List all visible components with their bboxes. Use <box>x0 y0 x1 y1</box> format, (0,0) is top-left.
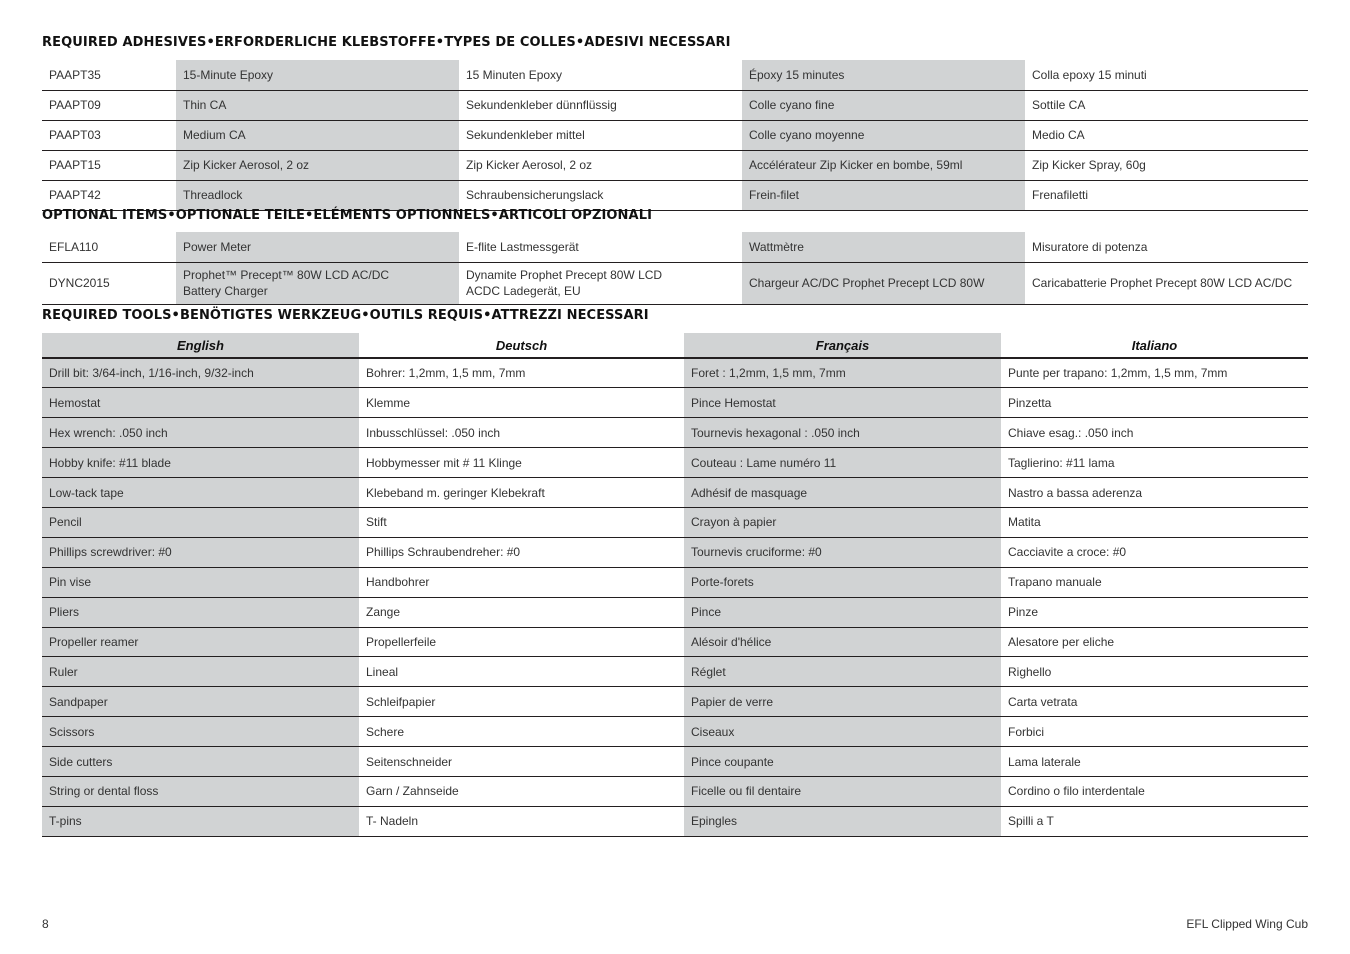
table-row <box>42 358 1308 388</box>
table-cell: Dynamite Prophet Precept 80W LCD ACDC Ladegerät, EU <box>459 262 742 304</box>
column-header: Français <box>684 333 1001 358</box>
table-cell: PAAPT03 <box>42 120 176 150</box>
table-cell: Prophet™ Precept™ 80W LCD AC/DC Battery Charger <box>176 262 459 304</box>
table-cell: Sekundenkleber mittel <box>459 120 742 150</box>
table-row <box>42 478 1308 508</box>
tools-section-title: REQUIRED TOOLS•BENÖTIGTES WERKZEUG•OUTILS REQUIS•ATTREZZI NECESSARI <box>42 308 649 323</box>
table-cell: Low-tack tape <box>42 478 359 508</box>
table-cell: Schleifpapier <box>359 687 684 717</box>
tools-table-body <box>42 358 1308 836</box>
table-row <box>42 232 1308 262</box>
footer-product-name: EFL Clipped Wing Cub <box>1186 917 1308 931</box>
table-cell: Adhésif de masquage <box>684 478 1001 508</box>
table-cell: Alesatore per eliche <box>1001 627 1308 657</box>
table-cell: Caricabatterie Prophet Precept 80W LCD AC/DC <box>1025 262 1308 304</box>
optional-items-table-body <box>42 232 1308 304</box>
table-cell: Zip Kicker Spray, 60g <box>1025 150 1308 180</box>
table-cell: Schraubensicherungslack <box>459 180 742 210</box>
table-cell: Spilli a T <box>1001 806 1308 836</box>
table-cell: Lineal <box>359 657 684 687</box>
column-header: Italiano <box>1001 333 1308 358</box>
table-cell: Frein-filet <box>742 180 1025 210</box>
optional-section-title: OPTIONAL ITEMS•OPTIONALE TEILE•ELÉMENTS OPTIONNELS•ARTICOLI OPZIONALI <box>42 208 653 223</box>
table-row <box>42 60 1308 90</box>
table-row <box>42 537 1308 567</box>
table-row <box>42 806 1308 836</box>
table-cell: Stift <box>359 507 684 537</box>
table-cell: Klebeband m. geringer Klebekraft <box>359 478 684 508</box>
table-cell: Hobbymesser mit # 11 Klinge <box>359 448 684 478</box>
table-cell: 15 Minuten Epoxy <box>459 60 742 90</box>
table-cell: Lama laterale <box>1001 747 1308 777</box>
table-cell: Pencil <box>42 507 359 537</box>
table-cell: Inbusschlüssel: .050 inch <box>359 418 684 448</box>
table-cell: Cordino o filo interdentale <box>1001 776 1308 806</box>
table-cell: EFLA110 <box>42 232 176 262</box>
table-cell: Sottile CA <box>1025 90 1308 120</box>
table-cell: Réglet <box>684 657 1001 687</box>
table-cell: Phillips screwdriver: #0 <box>42 537 359 567</box>
table-cell: Nastro a bassa aderenza <box>1001 478 1308 508</box>
table-cell: Forbici <box>1001 717 1308 747</box>
table-cell: Thin CA <box>176 90 459 120</box>
table-cell: Propellerfeile <box>359 627 684 657</box>
table-cell: Pliers <box>42 597 359 627</box>
table-cell: Medio CA <box>1025 120 1308 150</box>
table-cell: Zip Kicker Aerosol, 2 oz <box>176 150 459 180</box>
table-cell: Garn / Zahnseide <box>359 776 684 806</box>
table-cell: Ciseaux <box>684 717 1001 747</box>
table-cell: Couteau : Lame numéro 11 <box>684 448 1001 478</box>
table-cell: Taglierino: #11 lama <box>1001 448 1308 478</box>
table-row <box>42 180 1308 210</box>
table-cell: Power Meter <box>176 232 459 262</box>
table-cell: Pinzetta <box>1001 388 1308 418</box>
manual-page <box>42 0 1308 954</box>
table-row <box>42 717 1308 747</box>
table-cell: Wattmètre <box>742 232 1025 262</box>
table-cell: Pince <box>684 597 1001 627</box>
optional-items-table <box>42 232 1308 305</box>
table-cell: Pince coupante <box>684 747 1001 777</box>
table-cell: Carta vetrata <box>1001 687 1308 717</box>
adhesives-table-body <box>42 60 1308 210</box>
tools-table <box>42 333 1308 837</box>
table-cell: 15-Minute Epoxy <box>176 60 459 90</box>
table-cell: Righello <box>1001 657 1308 687</box>
table-cell: Propeller reamer <box>42 627 359 657</box>
table-cell: Alésoir d'hélice <box>684 627 1001 657</box>
table-cell: DYNC2015 <box>42 262 176 304</box>
table-row <box>42 90 1308 120</box>
table-cell: Colle cyano moyenne <box>742 120 1025 150</box>
table-cell: Accélérateur Zip Kicker en bombe, 59ml <box>742 150 1025 180</box>
adhesives-section-title: REQUIRED ADHESIVES•ERFORDERLICHE KLEBSTOFFE•TYPES DE COLLES•ADESIVI NECESSARI <box>42 35 731 50</box>
table-row <box>42 687 1308 717</box>
table-cell: Foret : 1,2mm, 1,5 mm, 7mm <box>684 358 1001 388</box>
table-row <box>42 262 1308 304</box>
table-cell: Époxy 15 minutes <box>742 60 1025 90</box>
table-cell: Pin vise <box>42 567 359 597</box>
table-cell: Crayon à papier <box>684 507 1001 537</box>
table-cell: Handbohrer <box>359 567 684 597</box>
table-cell: Sekundenkleber dünnflüssig <box>459 90 742 120</box>
table-cell: Hobby knife: #11 blade <box>42 448 359 478</box>
table-cell: PAAPT15 <box>42 150 176 180</box>
table-cell: Klemme <box>359 388 684 418</box>
table-cell: Porte-forets <box>684 567 1001 597</box>
table-row <box>42 120 1308 150</box>
table-cell: PAAPT42 <box>42 180 176 210</box>
table-cell: PAAPT09 <box>42 90 176 120</box>
table-cell: Hex wrench: .050 inch <box>42 418 359 448</box>
table-cell: Colle cyano fine <box>742 90 1025 120</box>
table-cell: Drill bit: 3/64-inch, 1/16-inch, 9/32-inch <box>42 358 359 388</box>
table-cell: Pince Hemostat <box>684 388 1001 418</box>
table-row <box>42 747 1308 777</box>
page-number: 8 <box>42 917 49 931</box>
table-cell: T-pins <box>42 806 359 836</box>
table-row <box>42 448 1308 478</box>
tools-table-header-row <box>42 333 1308 358</box>
table-cell: Punte per trapano: 1,2mm, 1,5 mm, 7mm <box>1001 358 1308 388</box>
table-cell: Tournevis cruciforme: #0 <box>684 537 1001 567</box>
table-cell: Misuratore di potenza <box>1025 232 1308 262</box>
table-cell: Papier de verre <box>684 687 1001 717</box>
table-cell: Chiave esag.: .050 inch <box>1001 418 1308 448</box>
table-cell: PAAPT35 <box>42 60 176 90</box>
table-row <box>42 597 1308 627</box>
table-cell: Phillips Schraubendreher: #0 <box>359 537 684 567</box>
table-row <box>42 150 1308 180</box>
table-row <box>42 627 1308 657</box>
table-cell: Matita <box>1001 507 1308 537</box>
table-cell: Seitenschneider <box>359 747 684 777</box>
table-row <box>42 776 1308 806</box>
table-cell: Ruler <box>42 657 359 687</box>
table-cell: Colla epoxy 15 minuti <box>1025 60 1308 90</box>
table-cell: Cacciavite a croce: #0 <box>1001 537 1308 567</box>
table-cell: Sandpaper <box>42 687 359 717</box>
table-cell: Trapano manuale <box>1001 567 1308 597</box>
table-cell: T- Nadeln <box>359 806 684 836</box>
table-cell: Tournevis hexagonal : .050 inch <box>684 418 1001 448</box>
table-cell: Frenafiletti <box>1025 180 1308 210</box>
table-cell: Ficelle ou fil dentaire <box>684 776 1001 806</box>
table-row <box>42 388 1308 418</box>
column-header: English <box>42 333 359 358</box>
table-row <box>42 657 1308 687</box>
table-cell: Scissors <box>42 717 359 747</box>
table-cell: Epingles <box>684 806 1001 836</box>
table-cell: Zip Kicker Aerosol, 2 oz <box>459 150 742 180</box>
adhesives-table <box>42 60 1308 211</box>
table-row <box>42 567 1308 597</box>
column-header: Deutsch <box>359 333 684 358</box>
table-cell: Schere <box>359 717 684 747</box>
table-cell: Bohrer: 1,2mm, 1,5 mm, 7mm <box>359 358 684 388</box>
table-row <box>42 507 1308 537</box>
table-cell: Side cutters <box>42 747 359 777</box>
table-cell: String or dental floss <box>42 776 359 806</box>
table-cell: Pinze <box>1001 597 1308 627</box>
table-cell: Zange <box>359 597 684 627</box>
table-cell: E-flite Lastmessgerät <box>459 232 742 262</box>
table-row <box>42 418 1308 448</box>
table-cell: Chargeur AC/DC Prophet Precept LCD 80W <box>742 262 1025 304</box>
table-cell: Medium CA <box>176 120 459 150</box>
table-cell: Threadlock <box>176 180 459 210</box>
table-cell: Hemostat <box>42 388 359 418</box>
